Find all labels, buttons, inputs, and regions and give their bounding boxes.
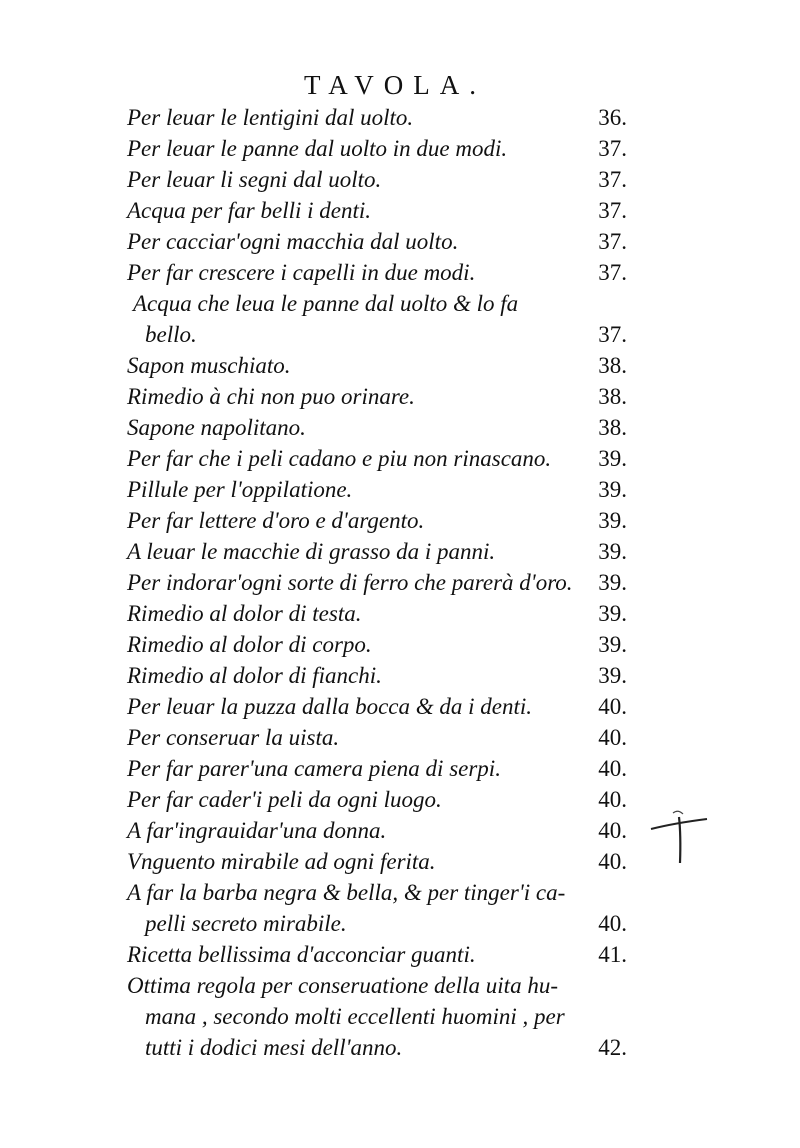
entry-page-number: 39. (598, 663, 627, 688)
index-entry (127, 784, 647, 815)
page-heading: TAVOLA. (303, 70, 487, 100)
entry-text-continued: tutti i dodici mesi dell'anno. (145, 1035, 403, 1060)
entry-text: Per leuar la puzza dalla bocca & da i denti. (127, 694, 533, 719)
entry-page-number: 40. (598, 911, 627, 936)
entry-text: Sapone napolitano. (127, 415, 306, 440)
index-entry (127, 288, 647, 350)
entry-text: Per far cader'i peli da ogni luogo. (127, 787, 442, 812)
entry-page-number: 42. (598, 1035, 627, 1060)
index-entry (127, 381, 647, 412)
entry-page-number: 40. (598, 787, 627, 812)
index-entry (127, 350, 647, 381)
index-entry (127, 815, 647, 846)
entry-page-number: 40. (598, 818, 627, 843)
entry-text: Per far che i peli cadano e piu non rinascano. (127, 446, 552, 471)
entry-text: Per leuar le lentigini dal uolto. (127, 105, 414, 130)
entry-text-continued: bello. (145, 322, 197, 347)
entry-text: A leuar le macchie di grasso da i panni. (127, 539, 496, 564)
entry-page-number: 37. (598, 198, 627, 223)
entry-text: Per leuar li segni dal uolto. (127, 167, 382, 192)
index-entry (127, 660, 647, 691)
entry-page-number: 41. (598, 942, 627, 967)
index-entry (127, 102, 647, 133)
entry-text-continued: mana , secondo molti eccellenti huomini , per (145, 1004, 565, 1029)
entry-text-continued: pelli secreto mirabile. (145, 911, 347, 936)
index-entry (127, 598, 647, 629)
index-entry (127, 722, 647, 753)
index-entry (127, 536, 647, 567)
entry-text: A far'ingrauidar'una donna. (127, 818, 387, 843)
index-entry (127, 970, 647, 1063)
index-entry (127, 939, 647, 970)
entry-text: Per indorar'ogni sorte di ferro che parerà d'oro. (127, 570, 573, 595)
entry-text: Per cacciar'ogni macchia dal uolto. (127, 229, 459, 254)
entry-text: Per far parer'una camera piena di serpi. (127, 756, 501, 781)
entry-text: Rimedio al dolor di fianchi. (127, 663, 382, 688)
entry-page-number: 37. (598, 167, 627, 192)
entry-text: Pillule per l'oppilatione. (127, 477, 353, 502)
index-entry (127, 691, 647, 722)
entry-page-number: 38. (598, 415, 627, 440)
entry-text: Rimedio al dolor di testa. (127, 601, 362, 626)
entry-text: Per far crescere i capelli in due modi. (127, 260, 476, 285)
entry-page-number: 37. (598, 322, 627, 347)
handwritten-mark (645, 805, 715, 870)
entry-text: A far la barba negra & bella, & per tinger'i ca- (127, 880, 566, 905)
index-entry (127, 846, 647, 877)
entry-page-number: 39. (598, 632, 627, 657)
entry-text: Acqua che leua le panne dal uolto & lo fa (133, 291, 519, 316)
index-entry (127, 505, 647, 536)
index-entry (127, 412, 647, 443)
entry-text: Acqua per far belli i denti. (127, 198, 372, 223)
index-entry (127, 195, 647, 226)
entry-page-number: 37. (598, 260, 627, 285)
entry-text: Rimedio al dolor di corpo. (127, 632, 372, 657)
index-entry (127, 443, 647, 474)
entry-page-number: 38. (598, 384, 627, 409)
entry-text: Sapon muschiato. (127, 353, 291, 378)
index-entry (127, 474, 647, 505)
entry-page-number: 39. (598, 570, 627, 595)
entry-page-number: 40. (598, 694, 627, 719)
entry-page-number: 40. (598, 849, 627, 874)
entry-page-number: 39. (598, 477, 627, 502)
index-entry (127, 164, 647, 195)
entry-page-number: 37. (598, 229, 627, 254)
entry-page-number: 40. (598, 725, 627, 750)
index-entry (127, 133, 647, 164)
entry-text: Per conseruar la uista. (127, 725, 340, 750)
index-entry (127, 753, 647, 784)
index-list (127, 102, 647, 1063)
index-entry (127, 877, 647, 939)
entry-text: Vnguento mirabile ad ogni ferita. (127, 849, 436, 874)
entry-text: Per far lettere d'oro e d'argento. (127, 508, 425, 533)
entry-text: Per leuar le panne dal uolto in due modi. (127, 136, 508, 161)
index-entry (127, 226, 647, 257)
entry-page-number: 36. (598, 105, 627, 130)
entry-text: Rimedio à chi non puo orinare. (127, 384, 415, 409)
index-entry (127, 629, 647, 660)
entry-text: Ricetta bellissima d'acconciar guanti. (127, 942, 476, 967)
entry-page-number: 38. (598, 353, 627, 378)
index-entry (127, 567, 647, 598)
entry-page-number: 39. (598, 539, 627, 564)
entry-text: Ottima regola per conseruatione della uita hu- (127, 973, 558, 998)
entry-page-number: 37. (598, 136, 627, 161)
entry-page-number: 39. (598, 508, 627, 533)
index-entry (127, 257, 647, 288)
entry-page-number: 39. (598, 601, 627, 626)
entry-page-number: 40. (598, 756, 627, 781)
entry-page-number: 39. (598, 446, 627, 471)
